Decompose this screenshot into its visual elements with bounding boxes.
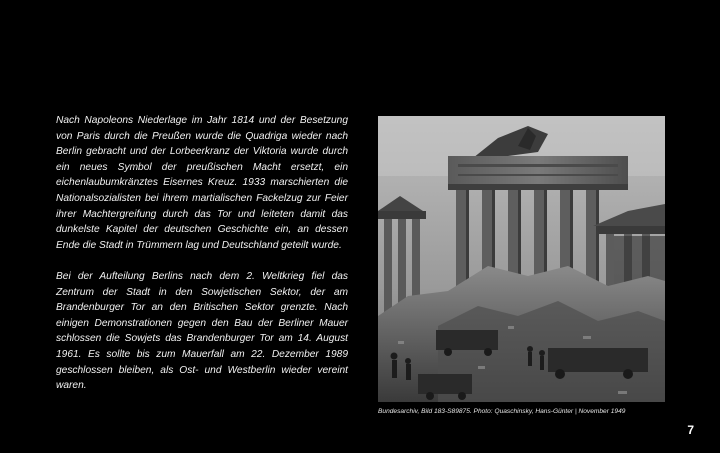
- brandenburg-gate-photo: [378, 116, 665, 402]
- photo-illustration: [378, 116, 665, 402]
- page-number: 7: [687, 423, 694, 437]
- body-text-column: [56, 113, 348, 409]
- photo-caption: Bundesarchiv, Bild 183-S89875. Photo: Quaschinsky, Hans-Günter | November 1949: [378, 408, 626, 415]
- body-paragraph-2: Bei der Aufteilung Berlins nach dem 2. Weltkrieg fiel das Zentrum der Stadt in den Sowjetischen Sektor, der am Brandenburger Tor an den Britischen Sektor grenzte. Nach einigen Demonstrationen gegen den Bau der Berliner Mauer schlossen die Sowjets das Brandenburger Tor am 14. August 1961. Es sollte bis zum Mauerfall am 22. Dezember 1989 geschlossen bleiben, als Ost- und Westberlin wieder vereint waren.: [56, 270, 348, 392]
- body-paragraph-1: Nach Napoleons Niederlage im Jahr 1814 und der Besetzung von Paris durch die Preußen wurde die Quadriga wieder nach Berlin gebracht und der Lorbeerkranz der Viktoria wurde durch ein neues Symbol der preußischen Macht ersetzt, ein eichenlaubumkränztes Eisernes Kreuz. 1933 marschierten die Nationalsozialisten bei ihrem martialischen Fackelzug zur Feier ihrer Machtergreifung durch das Tor und leiteten damit das dunkelste Kapitel der deutschen Geschichte ein, an dessen Ende die Stadt in Trümmern lag und Deutschland geteilt wurde.: [56, 115, 348, 251]
